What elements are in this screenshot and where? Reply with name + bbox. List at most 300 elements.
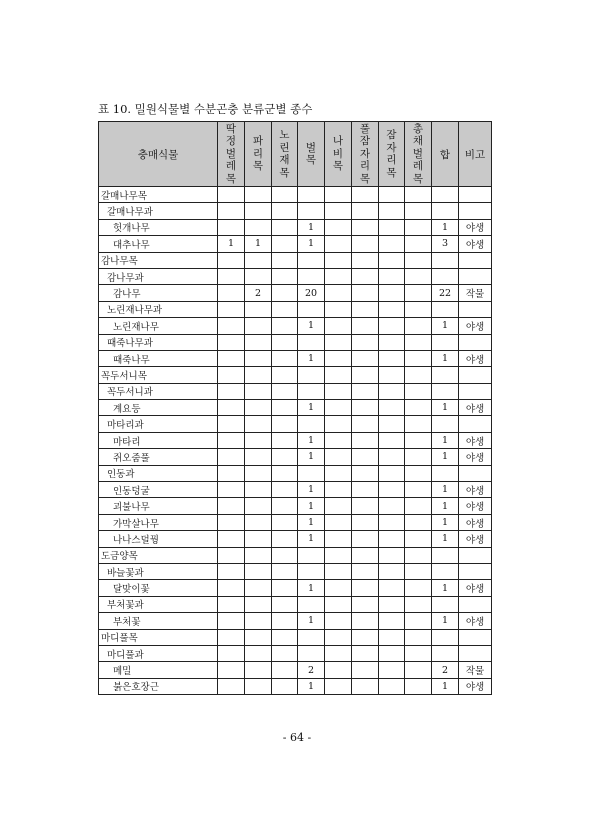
count-cell: 1 bbox=[298, 514, 325, 530]
note-cell: 작물 bbox=[459, 285, 492, 301]
count-cell bbox=[325, 367, 352, 383]
count-cell bbox=[245, 383, 272, 399]
count-cell bbox=[405, 465, 432, 481]
count-cell bbox=[379, 301, 405, 317]
total-cell: 1 bbox=[432, 350, 459, 366]
count-cell bbox=[379, 514, 405, 530]
count-cell bbox=[352, 367, 379, 383]
count-cell bbox=[245, 645, 272, 661]
total-cell bbox=[432, 252, 459, 268]
count-cell bbox=[379, 383, 405, 399]
count-cell bbox=[272, 318, 298, 334]
count-cell bbox=[272, 547, 298, 563]
count-cell bbox=[379, 498, 405, 514]
count-cell bbox=[272, 416, 298, 432]
count-cell bbox=[325, 301, 352, 317]
count-cell bbox=[218, 187, 245, 203]
plant-name-cell: 대추나무 bbox=[99, 236, 218, 252]
total-cell bbox=[432, 203, 459, 219]
count-cell bbox=[298, 203, 325, 219]
count-cell bbox=[245, 629, 272, 645]
plant-name-cell: 메밀 bbox=[99, 662, 218, 678]
count-cell bbox=[352, 416, 379, 432]
count-cell bbox=[379, 318, 405, 334]
count-cell bbox=[379, 350, 405, 366]
plant-name-cell: 가막살나무 bbox=[99, 514, 218, 530]
count-cell: 1 bbox=[298, 432, 325, 448]
table-row bbox=[99, 219, 492, 235]
total-cell bbox=[432, 465, 459, 481]
species-count-table bbox=[98, 121, 492, 695]
table-row bbox=[99, 187, 492, 203]
count-cell bbox=[405, 514, 432, 530]
count-cell bbox=[352, 252, 379, 268]
page-number: - 64 - bbox=[282, 731, 312, 744]
count-cell bbox=[272, 498, 298, 514]
note-cell: 야생 bbox=[459, 219, 492, 235]
plant-name-cell: 나나스덜꿩 bbox=[99, 531, 218, 547]
total-cell: 1 bbox=[432, 678, 459, 694]
count-cell bbox=[298, 563, 325, 579]
count-cell bbox=[272, 580, 298, 596]
note-cell: 야생 bbox=[459, 514, 492, 530]
count-cell bbox=[352, 514, 379, 530]
header-hymenoptera: 벌목 bbox=[298, 122, 325, 187]
note-cell bbox=[459, 301, 492, 317]
count-cell bbox=[405, 432, 432, 448]
count-cell bbox=[325, 662, 352, 678]
plant-name-cell: 감나무 bbox=[99, 285, 218, 301]
note-cell bbox=[459, 187, 492, 203]
count-cell bbox=[325, 285, 352, 301]
header-thysanoptera: 총채벌레목 bbox=[405, 122, 432, 187]
note-cell: 야생 bbox=[459, 400, 492, 416]
header-diptera: 파리목 bbox=[245, 122, 272, 187]
count-cell bbox=[352, 432, 379, 448]
count-cell bbox=[218, 613, 245, 629]
note-cell: 작물 bbox=[459, 662, 492, 678]
count-cell bbox=[325, 531, 352, 547]
count-cell bbox=[379, 678, 405, 694]
count-cell: 1 bbox=[298, 580, 325, 596]
count-cell bbox=[352, 547, 379, 563]
count-cell bbox=[272, 400, 298, 416]
count-cell bbox=[405, 187, 432, 203]
table-row bbox=[99, 236, 492, 252]
count-cell bbox=[245, 563, 272, 579]
count-cell bbox=[379, 203, 405, 219]
count-cell bbox=[352, 236, 379, 252]
header-hemiptera: 노린재목 bbox=[272, 122, 298, 187]
count-cell bbox=[379, 547, 405, 563]
count-cell bbox=[405, 563, 432, 579]
count-cell bbox=[298, 465, 325, 481]
count-cell bbox=[298, 301, 325, 317]
total-cell: 1 bbox=[432, 400, 459, 416]
count-cell bbox=[218, 285, 245, 301]
count-cell bbox=[272, 334, 298, 350]
count-cell bbox=[218, 580, 245, 596]
note-cell bbox=[459, 367, 492, 383]
count-cell bbox=[405, 580, 432, 596]
count-cell: 1 bbox=[298, 219, 325, 235]
count-cell: 1 bbox=[298, 318, 325, 334]
note-cell bbox=[459, 203, 492, 219]
total-cell bbox=[432, 596, 459, 612]
count-cell bbox=[352, 449, 379, 465]
plant-name-cell: 때죽나무과 bbox=[99, 334, 218, 350]
table-row bbox=[99, 613, 492, 629]
count-cell bbox=[245, 613, 272, 629]
table-row bbox=[99, 547, 492, 563]
count-cell: 1 bbox=[298, 613, 325, 629]
count-cell bbox=[379, 400, 405, 416]
count-cell bbox=[325, 629, 352, 645]
table-row bbox=[99, 531, 492, 547]
plant-name-cell: 감나무과 bbox=[99, 268, 218, 284]
count-cell: 1 bbox=[298, 350, 325, 366]
plant-name-cell: 괴불나무 bbox=[99, 498, 218, 514]
table-row bbox=[99, 596, 492, 612]
plant-name-cell: 도금양목 bbox=[99, 547, 218, 563]
count-cell bbox=[272, 662, 298, 678]
count-cell bbox=[379, 285, 405, 301]
note-cell bbox=[459, 268, 492, 284]
count-cell bbox=[245, 482, 272, 498]
count-cell bbox=[405, 236, 432, 252]
plant-name-cell: 인동과 bbox=[99, 465, 218, 481]
table-row bbox=[99, 498, 492, 514]
count-cell bbox=[325, 482, 352, 498]
count-cell bbox=[245, 596, 272, 612]
count-cell bbox=[272, 187, 298, 203]
count-cell bbox=[272, 629, 298, 645]
table-row bbox=[99, 645, 492, 661]
count-cell bbox=[379, 252, 405, 268]
table-row bbox=[99, 465, 492, 481]
count-cell bbox=[298, 268, 325, 284]
header-neuroptera: 풀잠자리목 bbox=[352, 122, 379, 187]
count-cell bbox=[245, 367, 272, 383]
header-plant: 충매식물 bbox=[99, 122, 218, 187]
table-caption: 표 10. 밀원식물별 수분곤충 분류군별 종수 bbox=[98, 102, 313, 116]
count-cell bbox=[272, 465, 298, 481]
count-cell bbox=[245, 203, 272, 219]
table-row bbox=[99, 629, 492, 645]
count-cell bbox=[272, 285, 298, 301]
total-cell: 1 bbox=[432, 219, 459, 235]
count-cell bbox=[405, 285, 432, 301]
count-cell bbox=[379, 645, 405, 661]
count-cell bbox=[245, 219, 272, 235]
count-cell bbox=[298, 187, 325, 203]
table-row bbox=[99, 416, 492, 432]
count-cell bbox=[272, 449, 298, 465]
total-cell: 1 bbox=[432, 498, 459, 514]
total-cell bbox=[432, 645, 459, 661]
note-cell: 야생 bbox=[459, 350, 492, 366]
plant-name-cell: 붉은호장근 bbox=[99, 678, 218, 694]
total-cell bbox=[432, 416, 459, 432]
table-row bbox=[99, 662, 492, 678]
count-cell bbox=[379, 596, 405, 612]
table-row bbox=[99, 318, 492, 334]
count-cell bbox=[218, 432, 245, 448]
count-cell bbox=[245, 449, 272, 465]
count-cell bbox=[272, 268, 298, 284]
total-cell bbox=[432, 367, 459, 383]
count-cell bbox=[325, 563, 352, 579]
total-cell: 1 bbox=[432, 318, 459, 334]
total-cell: 2 bbox=[432, 662, 459, 678]
count-cell bbox=[325, 432, 352, 448]
total-cell: 3 bbox=[432, 236, 459, 252]
total-cell bbox=[432, 563, 459, 579]
table-row bbox=[99, 678, 492, 694]
note-cell bbox=[459, 334, 492, 350]
count-cell bbox=[272, 613, 298, 629]
count-cell bbox=[405, 252, 432, 268]
count-cell bbox=[405, 531, 432, 547]
note-cell: 야생 bbox=[459, 498, 492, 514]
count-cell bbox=[272, 678, 298, 694]
count-cell bbox=[405, 367, 432, 383]
count-cell bbox=[218, 268, 245, 284]
count-cell bbox=[379, 482, 405, 498]
count-cell bbox=[298, 596, 325, 612]
count-cell bbox=[218, 318, 245, 334]
count-cell bbox=[379, 187, 405, 203]
count-cell bbox=[245, 514, 272, 530]
total-cell: 1 bbox=[432, 531, 459, 547]
count-cell bbox=[405, 383, 432, 399]
count-cell bbox=[405, 203, 432, 219]
count-cell bbox=[245, 416, 272, 432]
plant-name-cell: 마타리 bbox=[99, 432, 218, 448]
note-cell bbox=[459, 465, 492, 481]
count-cell bbox=[352, 285, 379, 301]
count-cell bbox=[298, 645, 325, 661]
table-row bbox=[99, 580, 492, 596]
count-cell bbox=[218, 498, 245, 514]
count-cell bbox=[352, 482, 379, 498]
plant-name-cell: 마타리과 bbox=[99, 416, 218, 432]
count-cell bbox=[325, 596, 352, 612]
count-cell bbox=[325, 465, 352, 481]
plant-name-cell: 꼭두서니과 bbox=[99, 383, 218, 399]
table-row bbox=[99, 400, 492, 416]
count-cell bbox=[352, 678, 379, 694]
count-cell bbox=[272, 350, 298, 366]
table-row bbox=[99, 301, 492, 317]
count-cell bbox=[379, 367, 405, 383]
count-cell bbox=[272, 367, 298, 383]
count-cell bbox=[379, 449, 405, 465]
count-cell bbox=[325, 268, 352, 284]
total-cell bbox=[432, 334, 459, 350]
count-cell bbox=[352, 268, 379, 284]
count-cell bbox=[325, 236, 352, 252]
count-cell bbox=[405, 416, 432, 432]
header-total: 합 bbox=[432, 122, 459, 187]
note-cell: 야생 bbox=[459, 678, 492, 694]
count-cell bbox=[325, 219, 352, 235]
count-cell bbox=[245, 662, 272, 678]
count-cell bbox=[405, 301, 432, 317]
plant-name-cell: 마디풀과 bbox=[99, 645, 218, 661]
count-cell bbox=[272, 432, 298, 448]
table-row bbox=[99, 482, 492, 498]
count-cell bbox=[245, 678, 272, 694]
count-cell bbox=[272, 236, 298, 252]
count-cell bbox=[272, 514, 298, 530]
plant-name-cell: 부처꽃과 bbox=[99, 596, 218, 612]
note-cell: 야생 bbox=[459, 613, 492, 629]
total-cell bbox=[432, 301, 459, 317]
count-cell: 1 bbox=[298, 482, 325, 498]
count-cell bbox=[245, 334, 272, 350]
count-cell bbox=[218, 678, 245, 694]
total-cell: 1 bbox=[432, 482, 459, 498]
count-cell bbox=[218, 482, 245, 498]
count-cell bbox=[405, 350, 432, 366]
count-cell bbox=[218, 301, 245, 317]
total-cell: 1 bbox=[432, 432, 459, 448]
count-cell bbox=[352, 498, 379, 514]
count-cell bbox=[245, 252, 272, 268]
count-cell bbox=[218, 334, 245, 350]
total-cell: 1 bbox=[432, 514, 459, 530]
count-cell bbox=[272, 596, 298, 612]
count-cell bbox=[352, 318, 379, 334]
count-cell bbox=[352, 580, 379, 596]
note-cell bbox=[459, 252, 492, 268]
count-cell bbox=[352, 629, 379, 645]
count-cell bbox=[298, 334, 325, 350]
count-cell bbox=[379, 416, 405, 432]
count-cell bbox=[245, 187, 272, 203]
plant-name-cell: 갈매나무목 bbox=[99, 187, 218, 203]
count-cell bbox=[352, 563, 379, 579]
note-cell: 야생 bbox=[459, 318, 492, 334]
count-cell bbox=[405, 629, 432, 645]
count-cell bbox=[325, 203, 352, 219]
header-odonata: 잠자리목 bbox=[379, 122, 405, 187]
count-cell bbox=[405, 678, 432, 694]
table-body bbox=[99, 187, 492, 695]
count-cell bbox=[405, 219, 432, 235]
note-cell bbox=[459, 416, 492, 432]
count-cell bbox=[218, 514, 245, 530]
table-row bbox=[99, 203, 492, 219]
plant-name-cell: 마디풀목 bbox=[99, 629, 218, 645]
count-cell bbox=[405, 547, 432, 563]
count-cell bbox=[325, 187, 352, 203]
note-cell bbox=[459, 596, 492, 612]
count-cell: 1 bbox=[298, 236, 325, 252]
count-cell bbox=[352, 187, 379, 203]
count-cell bbox=[218, 350, 245, 366]
note-cell bbox=[459, 383, 492, 399]
count-cell bbox=[272, 563, 298, 579]
header-row bbox=[99, 122, 492, 187]
total-cell: 1 bbox=[432, 449, 459, 465]
count-cell: 1 bbox=[298, 498, 325, 514]
note-cell: 야생 bbox=[459, 531, 492, 547]
count-cell bbox=[352, 531, 379, 547]
count-cell bbox=[325, 547, 352, 563]
note-cell bbox=[459, 629, 492, 645]
count-cell bbox=[352, 203, 379, 219]
count-cell bbox=[298, 547, 325, 563]
note-cell: 야생 bbox=[459, 449, 492, 465]
count-cell bbox=[272, 252, 298, 268]
count-cell bbox=[405, 318, 432, 334]
count-cell bbox=[379, 662, 405, 678]
count-cell bbox=[379, 219, 405, 235]
count-cell bbox=[272, 645, 298, 661]
count-cell bbox=[379, 531, 405, 547]
total-cell: 22 bbox=[432, 285, 459, 301]
count-cell bbox=[245, 580, 272, 596]
count-cell bbox=[218, 629, 245, 645]
count-cell bbox=[298, 383, 325, 399]
count-cell bbox=[325, 383, 352, 399]
table-row bbox=[99, 367, 492, 383]
plant-name-cell: 갈매나무과 bbox=[99, 203, 218, 219]
count-cell bbox=[405, 645, 432, 661]
count-cell bbox=[272, 203, 298, 219]
header-lepidoptera: 나비목 bbox=[325, 122, 352, 187]
count-cell bbox=[352, 613, 379, 629]
total-cell bbox=[432, 187, 459, 203]
count-cell: 2 bbox=[245, 285, 272, 301]
count-cell bbox=[325, 416, 352, 432]
count-cell bbox=[218, 252, 245, 268]
count-cell bbox=[379, 334, 405, 350]
plant-name-cell: 노린재나무과 bbox=[99, 301, 218, 317]
count-cell bbox=[218, 416, 245, 432]
count-cell bbox=[218, 219, 245, 235]
table-row bbox=[99, 285, 492, 301]
count-cell bbox=[245, 498, 272, 514]
count-cell bbox=[245, 350, 272, 366]
count-cell bbox=[218, 367, 245, 383]
note-cell: 야생 bbox=[459, 482, 492, 498]
total-cell bbox=[432, 547, 459, 563]
count-cell bbox=[405, 400, 432, 416]
count-cell bbox=[298, 629, 325, 645]
count-cell bbox=[218, 449, 245, 465]
plant-name-cell: 부처꽃 bbox=[99, 613, 218, 629]
table-row bbox=[99, 350, 492, 366]
count-cell bbox=[272, 301, 298, 317]
table-row bbox=[99, 268, 492, 284]
count-cell bbox=[352, 465, 379, 481]
total-cell: 1 bbox=[432, 613, 459, 629]
count-cell: 2 bbox=[298, 662, 325, 678]
count-cell bbox=[352, 596, 379, 612]
plant-name-cell: 인동덩굴 bbox=[99, 482, 218, 498]
count-cell bbox=[405, 613, 432, 629]
count-cell bbox=[325, 350, 352, 366]
count-cell: 1 bbox=[218, 236, 245, 252]
count-cell bbox=[325, 252, 352, 268]
plant-name-cell: 바늘꽃과 bbox=[99, 563, 218, 579]
count-cell bbox=[352, 350, 379, 366]
total-cell bbox=[432, 629, 459, 645]
count-cell bbox=[405, 482, 432, 498]
